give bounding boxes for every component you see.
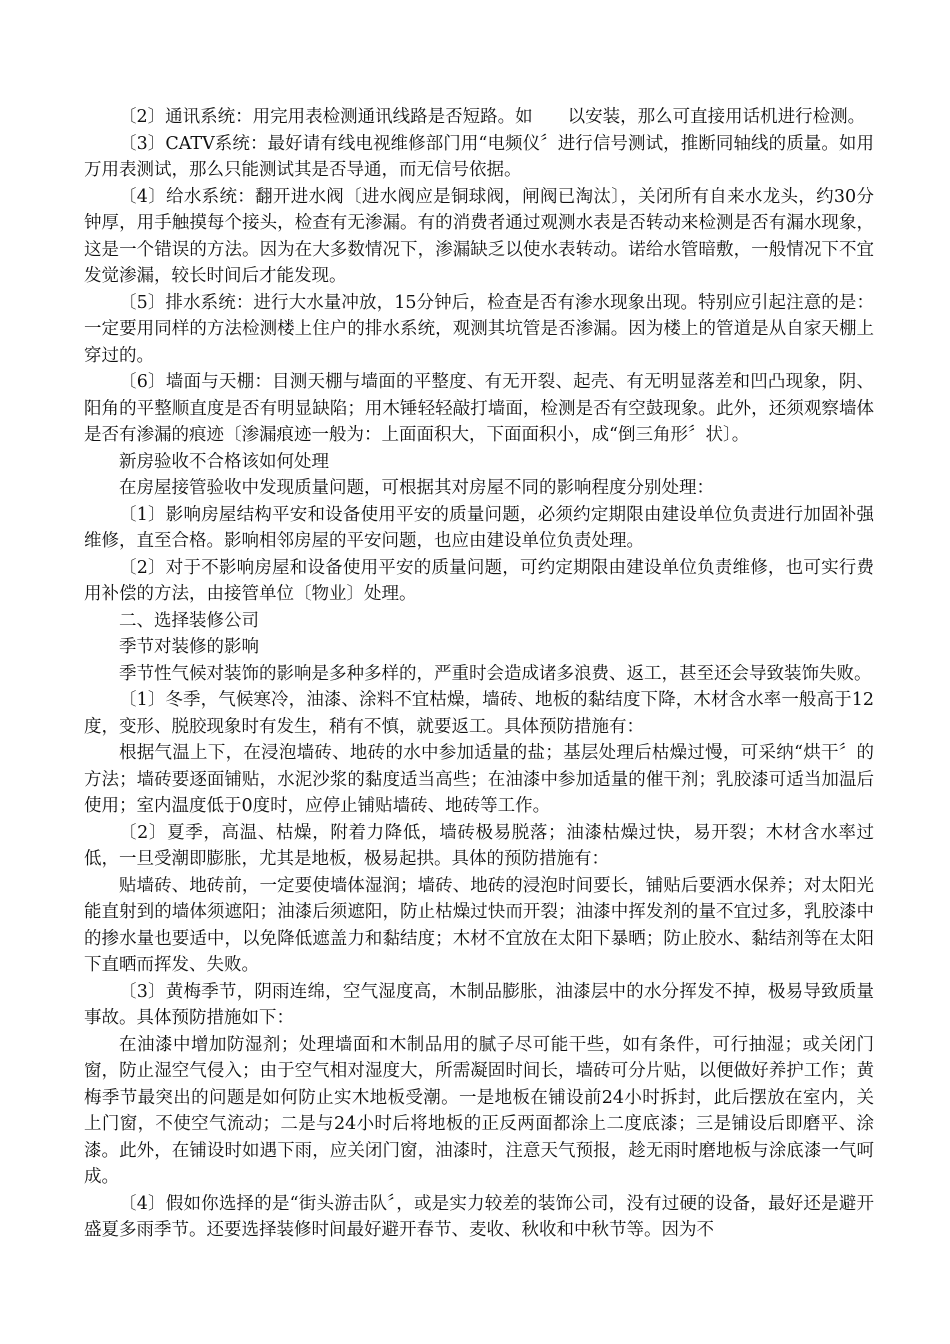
paragraph-summer: 〔2〕夏季，高温、枯燥，附着力降低，墙砖极易脱落；油漆枯燥过快，易开裂；木材含水率过低，一旦受潮即膨胀，尤其是地板，极易起拱。具体的预防措施有：	[84, 822, 874, 869]
paragraph-company-choice: 〔4〕假如你选择的是“街头游击队〞，或是实力较差的装饰公司，没有过硬的设备，最好还是避开盛夏多雨季节。还要选择装修时间最好避开春节、麦收、秋收和中秋节等。因为不	[84, 1193, 874, 1240]
paragraph-telecom-system: 〔2〕通讯系统：用完用表检测通讯线路是否短路。如 以安装，那么可直接用话机进行检测。	[119, 107, 866, 127]
paragraph-non-structural-issues: 〔2〕对于不影响房屋和设备使用平安的质量问题，可约定期限由建设单位负责维修，也可实行费用补偿的方法，由接管单位〔物业〕处理。	[84, 557, 874, 604]
document-body	[84, 104, 874, 1244]
section-heading-inspection-failure: 新房验收不合格该如何处理	[119, 451, 329, 472]
paragraph-catv-system: 〔3〕CATV系统：最好请有线电视维修部门用“电频仪〞进行信号测试，推断同轴线的质量。如用万用表测试，那么只能测试其是否导通，而无信号依据。	[84, 133, 874, 180]
paragraph-plum-rain-season: 〔3〕黄梅季节，阴雨连绵，空气湿度高，木制品膨胀，油漆层中的水分挥发不掉，极易导致质量事故。具体预防措施如下：	[84, 981, 874, 1028]
paragraph-season-intro: 季节性气候对装饰的影响是多种多样的，严重时会造成诸多浪费、返工，甚至还会导致装饰失败。	[119, 663, 872, 684]
paragraph-walls-ceiling: 〔6〕墙面与天棚：目测天棚与墙面的平整度、有无开裂、起壳、有无明显落差和凹凸现象，阴、阳角的平整顺直度是否有明显缺陷；用木锤轻轻敲打墙面，检测是否有空鼓现象。此外，还须观察墙体是否有渗漏的痕迹〔渗漏痕迹一般为：上面面积大，下面面积小，成“倒三角形〞状〕。	[84, 372, 874, 445]
paragraph-plum-rain-measures: 在油漆中增加防湿剂；处理墙面和木制品用的腻子尽可能干些，如有条件，可行抽湿；或关闭门窗，防止湿空气侵入；由于空气相对湿度大，所需凝固时间长，墙砖可分片贴，以便做好养护工作；黄梅季节最突出的问题是如何防止实木地板受潮。一是地板在铺设前24小时拆封，此后摆放在室内，关上门窗，不使空气流动；二是与24小时后将地板的正反两面都涂上二度底漆；三是铺设后即磨平、涂漆。此外，在铺设时如遇下雨，应关闭门窗，油漆时，注意天气预报，趁无雨时磨地板与涂底漆一气呵成。	[84, 1034, 874, 1187]
paragraph-handling-intro: 在房屋接管验收中发现质量问题，可根据其对房屋不同的影响程度分别处理：	[119, 478, 714, 498]
section-heading-choose-company: 二、选择装修公司	[119, 610, 259, 631]
paragraph-summer-measures: 贴墙砖、地砖前，一定要使墙体湿润；墙砖、地砖的浸泡时间要长，铺贴后要洒水保养；对太阳光能直射到的墙体须遮阳；油漆后须遮阳，防止枯燥过快而开裂；油漆中挥发剂的量不宜过多，乳胶漆中的掺水量也要适中，以免降低遮盖力和黏结度；木材不宜放在太阳下暴晒；防止胶水、黏结剂等在太阳下直晒而挥发、失败。	[84, 875, 874, 975]
paragraph-winter-measures: 根据气温上下，在浸泡墙砖、地砖的水中参加适量的盐；基层处理后枯燥过慢，可采纳“烘干〞的方法；墙砖要逐面铺贴，水泥沙浆的黏度适当高些；在油漆中参加适量的催干剂；乳胶漆可适当加温后使用；室内温度低于0度时，应停止铺贴墙砖、地砖等工作。	[84, 743, 874, 816]
paragraph-drainage-system: 〔5〕排水系统：进行大水量冲放，15分钟后，检查是否有渗水现象出现。特别应引起注意的是：一定要用同样的方法检测楼上住户的排水系统，观测其坑管是否渗漏。因为楼上的管道是从自家天棚上穿过的。	[84, 292, 874, 366]
paragraph-water-supply-system: 〔4〕给水系统：翻开进水阀〔进水阀应是铜球阀，闸阀已淘汰〕，关闭所有自来水龙头，约30分钟厚，用手触摸每个接头，检查有无渗漏。有的消费者通过观测水表是否转动来检测是否有漏水现象，这是一个错误的方法。因为在大多数情况下，渗漏缺乏以使水表转动。诺给水管暗敷，一般情况下不宜发觉渗漏，较长时间后才能发现。	[84, 186, 874, 286]
section-heading-season-impact: 季节对装修的影响	[119, 637, 259, 657]
paragraph-structural-safety: 〔1〕影响房屋结构平安和设备使用平安的质量问题，必须约定期限由建设单位负责进行加固补强维修，直至合格。影响相邻房屋的平安问题，也应由建设单位负责处理。	[84, 504, 874, 551]
paragraph-winter: 〔1〕冬季，气候寒冷，油漆、涂料不宜枯燥，墙砖、地板的黏结度下降，木材含水率一般高于12度，变形、脱胶现象时有发生，稍有不慎，就要返工。具体预防措施有：	[84, 690, 874, 737]
